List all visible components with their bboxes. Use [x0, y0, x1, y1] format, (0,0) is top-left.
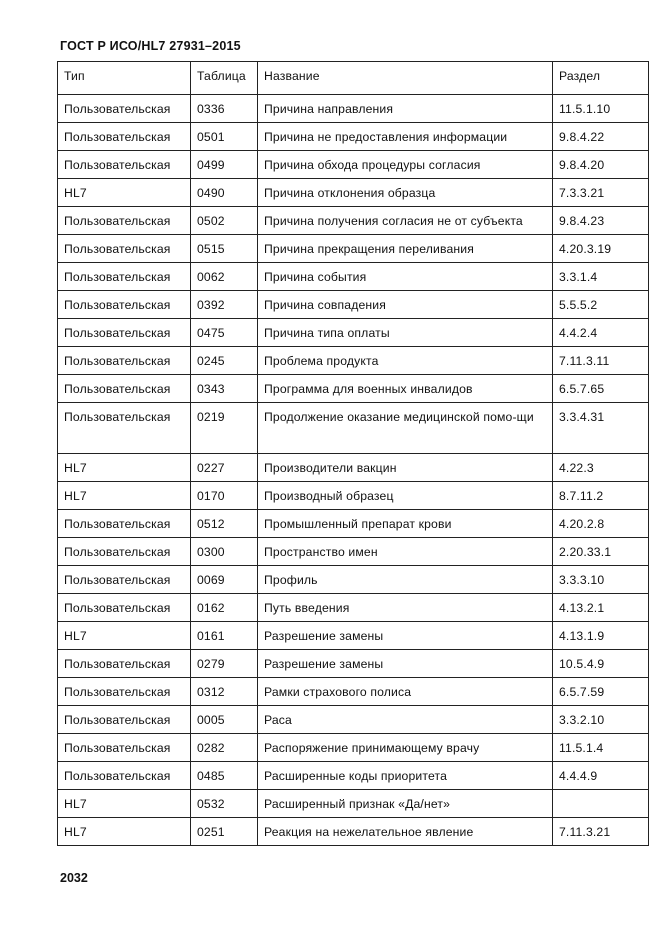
cell-table-code: 0485	[191, 762, 258, 790]
table-row	[58, 538, 649, 566]
cell-name: Рамки страхового полиса	[258, 678, 553, 706]
cell-name: Причина не предоставления информации	[258, 123, 553, 151]
table-row	[58, 566, 649, 594]
cell-name: Проблема продукта	[258, 347, 553, 375]
cell-type: Пользовательская	[58, 762, 191, 790]
cell-section: 7.11.3.11	[553, 347, 649, 375]
cell-name: Производители вакцин	[258, 454, 553, 482]
cell-name: Причина типа оплаты	[258, 319, 553, 347]
cell-type: Пользовательская	[58, 678, 191, 706]
cell-type: HL7	[58, 790, 191, 818]
cell-table-code: 0312	[191, 678, 258, 706]
cell-name: Причина совпадения	[258, 291, 553, 319]
cell-type: Пользовательская	[58, 319, 191, 347]
cell-table-code: 0282	[191, 734, 258, 762]
column-header-type: Тип	[58, 62, 191, 95]
table-row	[58, 678, 649, 706]
cell-type: HL7	[58, 179, 191, 207]
cell-section: 2.20.33.1	[553, 538, 649, 566]
table-row	[58, 482, 649, 510]
cell-name: Реакция на нежелательное явление	[258, 818, 553, 846]
cell-table-code: 0475	[191, 319, 258, 347]
cell-name: Продолжение оказание медицинской помо-щи	[258, 403, 553, 454]
cell-section: 8.7.11.2	[553, 482, 649, 510]
cell-section: 11.5.1.10	[553, 95, 649, 123]
cell-type: Пользовательская	[58, 706, 191, 734]
table-row	[58, 454, 649, 482]
table-row	[58, 706, 649, 734]
table-row	[58, 151, 649, 179]
cell-name: Причина обхода процедуры согласия	[258, 151, 553, 179]
cell-type: Пользовательская	[58, 263, 191, 291]
column-header-table: Таблица	[191, 62, 258, 95]
cell-name: Расширенный признак «Да/нет»	[258, 790, 553, 818]
cell-table-code: 0005	[191, 706, 258, 734]
cell-section: 4.4.4.9	[553, 762, 649, 790]
cell-section	[553, 790, 649, 818]
column-header-name: Название	[258, 62, 553, 95]
cell-table-code: 0170	[191, 482, 258, 510]
table-row	[58, 762, 649, 790]
cell-section: 4.22.3	[553, 454, 649, 482]
cell-table-code: 0499	[191, 151, 258, 179]
cell-table-code: 0300	[191, 538, 258, 566]
cell-name: Расширенные коды приоритета	[258, 762, 553, 790]
cell-type: HL7	[58, 818, 191, 846]
cell-section: 5.5.5.2	[553, 291, 649, 319]
cell-section: 10.5.4.9	[553, 650, 649, 678]
table-row	[58, 263, 649, 291]
cell-name: Производный образец	[258, 482, 553, 510]
table-row	[58, 291, 649, 319]
cell-section: 9.8.4.22	[553, 123, 649, 151]
cell-name: Причина получения согласия не от субъекта	[258, 207, 553, 235]
cell-type: HL7	[58, 622, 191, 650]
cell-section: 4.13.2.1	[553, 594, 649, 622]
cell-table-code: 0502	[191, 207, 258, 235]
cell-name: Причина отклонения образца	[258, 179, 553, 207]
cell-name: Путь введения	[258, 594, 553, 622]
table-row	[58, 235, 649, 263]
cell-type: Пользовательская	[58, 207, 191, 235]
cell-section: 9.8.4.20	[553, 151, 649, 179]
cell-section: 4.13.1.9	[553, 622, 649, 650]
cell-type: Пользовательская	[58, 650, 191, 678]
cell-table-code: 0512	[191, 510, 258, 538]
cell-table-code: 0069	[191, 566, 258, 594]
cell-section: 3.3.2.10	[553, 706, 649, 734]
cell-name: Программа для военных инвалидов	[258, 375, 553, 403]
table-row	[58, 650, 649, 678]
cell-section: 4.4.2.4	[553, 319, 649, 347]
cell-type: Пользовательская	[58, 403, 191, 454]
cell-type: Пользовательская	[58, 123, 191, 151]
cell-section: 11.5.1.4	[553, 734, 649, 762]
cell-type: Пользовательская	[58, 235, 191, 263]
column-header-section: Раздел	[553, 62, 649, 95]
table-row	[58, 95, 649, 123]
page-number: 2032	[60, 871, 88, 885]
cell-type: Пользовательская	[58, 594, 191, 622]
cell-table-code: 0532	[191, 790, 258, 818]
cell-section: 3.3.4.31	[553, 403, 649, 454]
cell-table-code: 0343	[191, 375, 258, 403]
cell-section: 9.8.4.23	[553, 207, 649, 235]
cell-table-code: 0336	[191, 95, 258, 123]
cell-table-code: 0490	[191, 179, 258, 207]
cell-section: 6.5.7.59	[553, 678, 649, 706]
reference-table	[57, 61, 649, 846]
cell-type: Пользовательская	[58, 151, 191, 179]
cell-table-code: 0227	[191, 454, 258, 482]
cell-table-code: 0162	[191, 594, 258, 622]
cell-table-code: 0515	[191, 235, 258, 263]
cell-table-code: 0219	[191, 403, 258, 454]
cell-type: Пользовательская	[58, 291, 191, 319]
cell-section: 6.5.7.65	[553, 375, 649, 403]
table-row	[58, 734, 649, 762]
cell-section: 3.3.1.4	[553, 263, 649, 291]
cell-section: 3.3.3.10	[553, 566, 649, 594]
table-header-row	[58, 62, 649, 95]
cell-name: Разрешение замены	[258, 650, 553, 678]
cell-section: 4.20.3.19	[553, 235, 649, 263]
cell-type: Пользовательская	[58, 734, 191, 762]
table-row	[58, 319, 649, 347]
cell-name: Профиль	[258, 566, 553, 594]
table-row	[58, 179, 649, 207]
cell-name: Разрешение замены	[258, 622, 553, 650]
table-row	[58, 375, 649, 403]
cell-section: 4.20.2.8	[553, 510, 649, 538]
cell-name: Раса	[258, 706, 553, 734]
document-header: ГОСТ Р ИСО/HL7 27931–2015	[60, 39, 241, 53]
table-row	[58, 123, 649, 151]
cell-name: Причина события	[258, 263, 553, 291]
cell-type: Пользовательская	[58, 538, 191, 566]
table-row	[58, 594, 649, 622]
cell-name: Промышленный препарат крови	[258, 510, 553, 538]
cell-name: Причина прекращения переливания	[258, 235, 553, 263]
table-row	[58, 622, 649, 650]
cell-table-code: 0251	[191, 818, 258, 846]
cell-table-code: 0279	[191, 650, 258, 678]
cell-type: HL7	[58, 482, 191, 510]
cell-name: Причина направления	[258, 95, 553, 123]
cell-type: Пользовательская	[58, 347, 191, 375]
cell-table-code: 0392	[191, 291, 258, 319]
cell-table-code: 0245	[191, 347, 258, 375]
cell-name: Пространство имен	[258, 538, 553, 566]
cell-type: Пользовательская	[58, 95, 191, 123]
cell-name: Распоряжение принимающему врачу	[258, 734, 553, 762]
table-body	[58, 95, 649, 846]
cell-table-code: 0501	[191, 123, 258, 151]
table-row	[58, 347, 649, 375]
table-row	[58, 790, 649, 818]
cell-table-code: 0062	[191, 263, 258, 291]
cell-table-code: 0161	[191, 622, 258, 650]
table-row	[58, 818, 649, 846]
table-row	[58, 510, 649, 538]
cell-section: 7.3.3.21	[553, 179, 649, 207]
table-row	[58, 207, 649, 235]
cell-type: Пользовательская	[58, 566, 191, 594]
cell-type: Пользовательская	[58, 510, 191, 538]
cell-type: Пользовательская	[58, 375, 191, 403]
cell-section: 7.11.3.21	[553, 818, 649, 846]
cell-type: HL7	[58, 454, 191, 482]
table-row	[58, 403, 649, 454]
